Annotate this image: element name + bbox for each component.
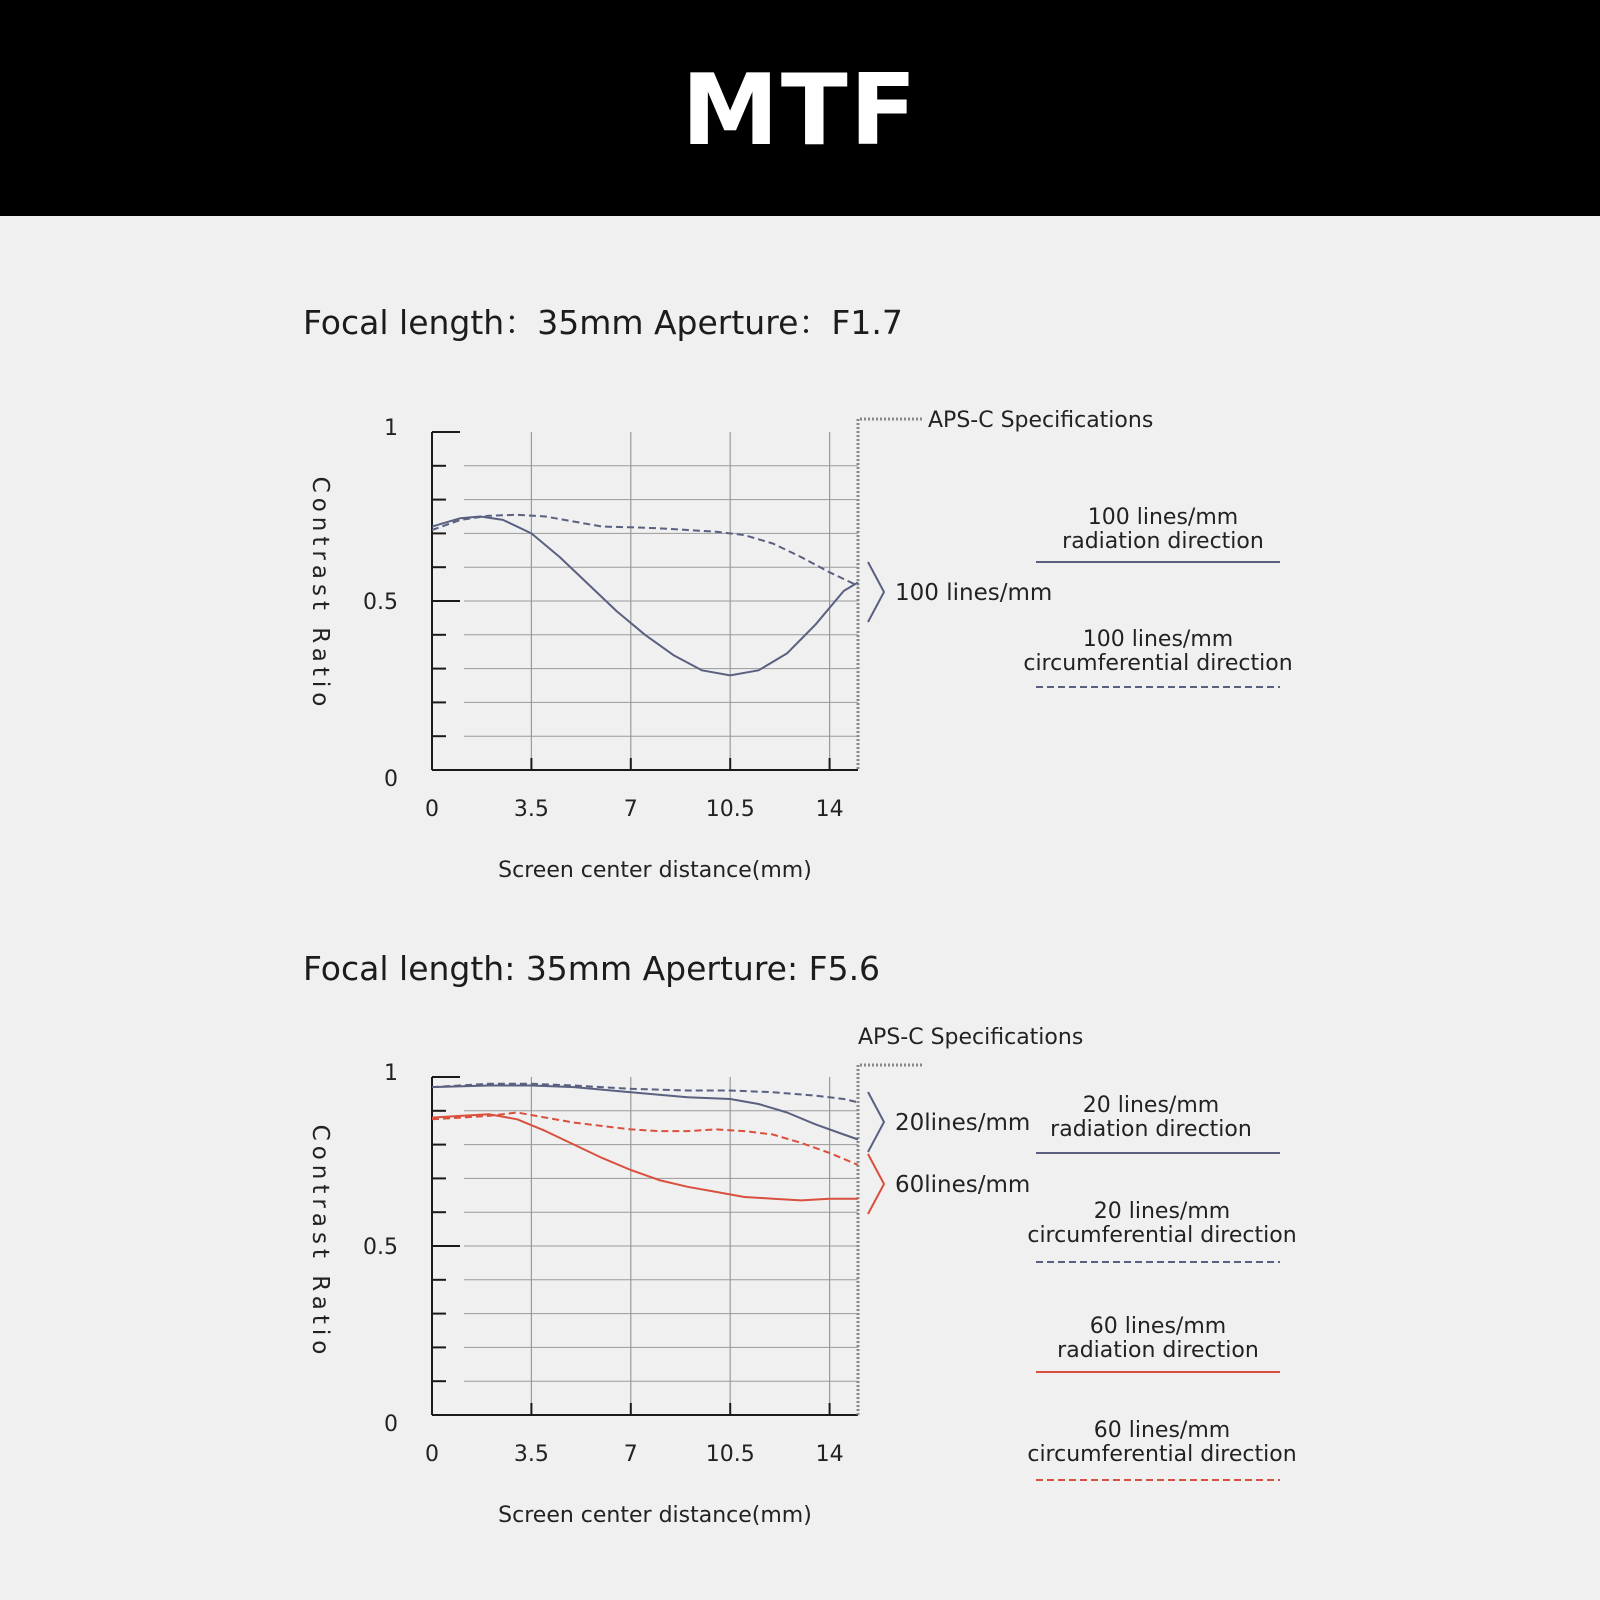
legend-label-line2: radiation direction xyxy=(1062,529,1264,554)
y-axis-label: Contrast Ratio xyxy=(307,1124,333,1360)
series-line-1 xyxy=(432,1086,858,1140)
legend-label-line1: 100 lines/mm xyxy=(1087,505,1239,530)
group-label: 60lines/mm xyxy=(895,1172,1031,1198)
y-tick-label: 1 xyxy=(384,1061,398,1086)
group-bracket xyxy=(868,1092,884,1152)
chart-1 xyxy=(307,408,1293,883)
legend-label-line2: radiation direction xyxy=(1050,1117,1252,1142)
legend-label-line1: 60 lines/mm xyxy=(1089,1314,1227,1339)
aps-c-label: APS-C Specifications xyxy=(858,1025,1084,1050)
x-tick-label: 7 xyxy=(623,797,638,822)
legend-label-line2: circumferential direction xyxy=(1027,1223,1297,1248)
group-bracket xyxy=(868,562,884,622)
x-tick-label: 14 xyxy=(815,1442,844,1467)
legend-label-line1: 100 lines/mm xyxy=(1082,627,1234,652)
x-tick-label: 10.5 xyxy=(705,1442,755,1467)
group-label: 100 lines/mm xyxy=(895,580,1053,606)
y-tick-label: 0 xyxy=(384,1412,398,1437)
x-tick-label: 0 xyxy=(425,797,439,822)
legend-label-line2: circumferential direction xyxy=(1023,651,1293,676)
x-tick-label: 0 xyxy=(425,1442,439,1467)
chart-2 xyxy=(307,1025,1297,1528)
y-tick-label: 1 xyxy=(384,416,398,441)
y-axis-label: Contrast Ratio xyxy=(307,476,333,712)
x-tick-label: 3.5 xyxy=(513,1442,549,1467)
x-axis-label: Screen center distance(mm) xyxy=(498,858,812,883)
series-line-2 xyxy=(432,515,858,586)
series-line-1 xyxy=(432,517,858,676)
x-tick-label: 7 xyxy=(623,1442,638,1467)
series-line-3 xyxy=(432,1114,858,1200)
legend-label-line1: 20 lines/mm xyxy=(1082,1093,1220,1118)
aps-c-label: APS-C Specifications xyxy=(928,408,1154,433)
chart-2-title: Focal length: 35mm Aperture: F5.6 xyxy=(303,949,881,988)
x-tick-label: 3.5 xyxy=(513,797,549,822)
group-label: 20lines/mm xyxy=(895,1110,1031,1136)
y-tick-label: 0.5 xyxy=(363,590,398,615)
series-line-4 xyxy=(432,1113,858,1165)
x-tick-label: 10.5 xyxy=(705,797,755,822)
legend-label-line2: circumferential direction xyxy=(1027,1442,1297,1467)
group-bracket xyxy=(868,1154,884,1214)
x-tick-label: 14 xyxy=(815,797,844,822)
chart-1-title: Focal length：35mm Aperture：F1.7 xyxy=(303,303,903,342)
legend-label-line1: 20 lines/mm xyxy=(1093,1199,1231,1224)
y-tick-label: 0 xyxy=(384,767,398,792)
legend-label-line1: 60 lines/mm xyxy=(1093,1418,1231,1443)
y-tick-label: 0.5 xyxy=(363,1235,398,1260)
page-title: MTF xyxy=(681,54,919,168)
legend-label-line2: radiation direction xyxy=(1057,1338,1259,1363)
x-axis-label: Screen center distance(mm) xyxy=(498,1503,812,1528)
